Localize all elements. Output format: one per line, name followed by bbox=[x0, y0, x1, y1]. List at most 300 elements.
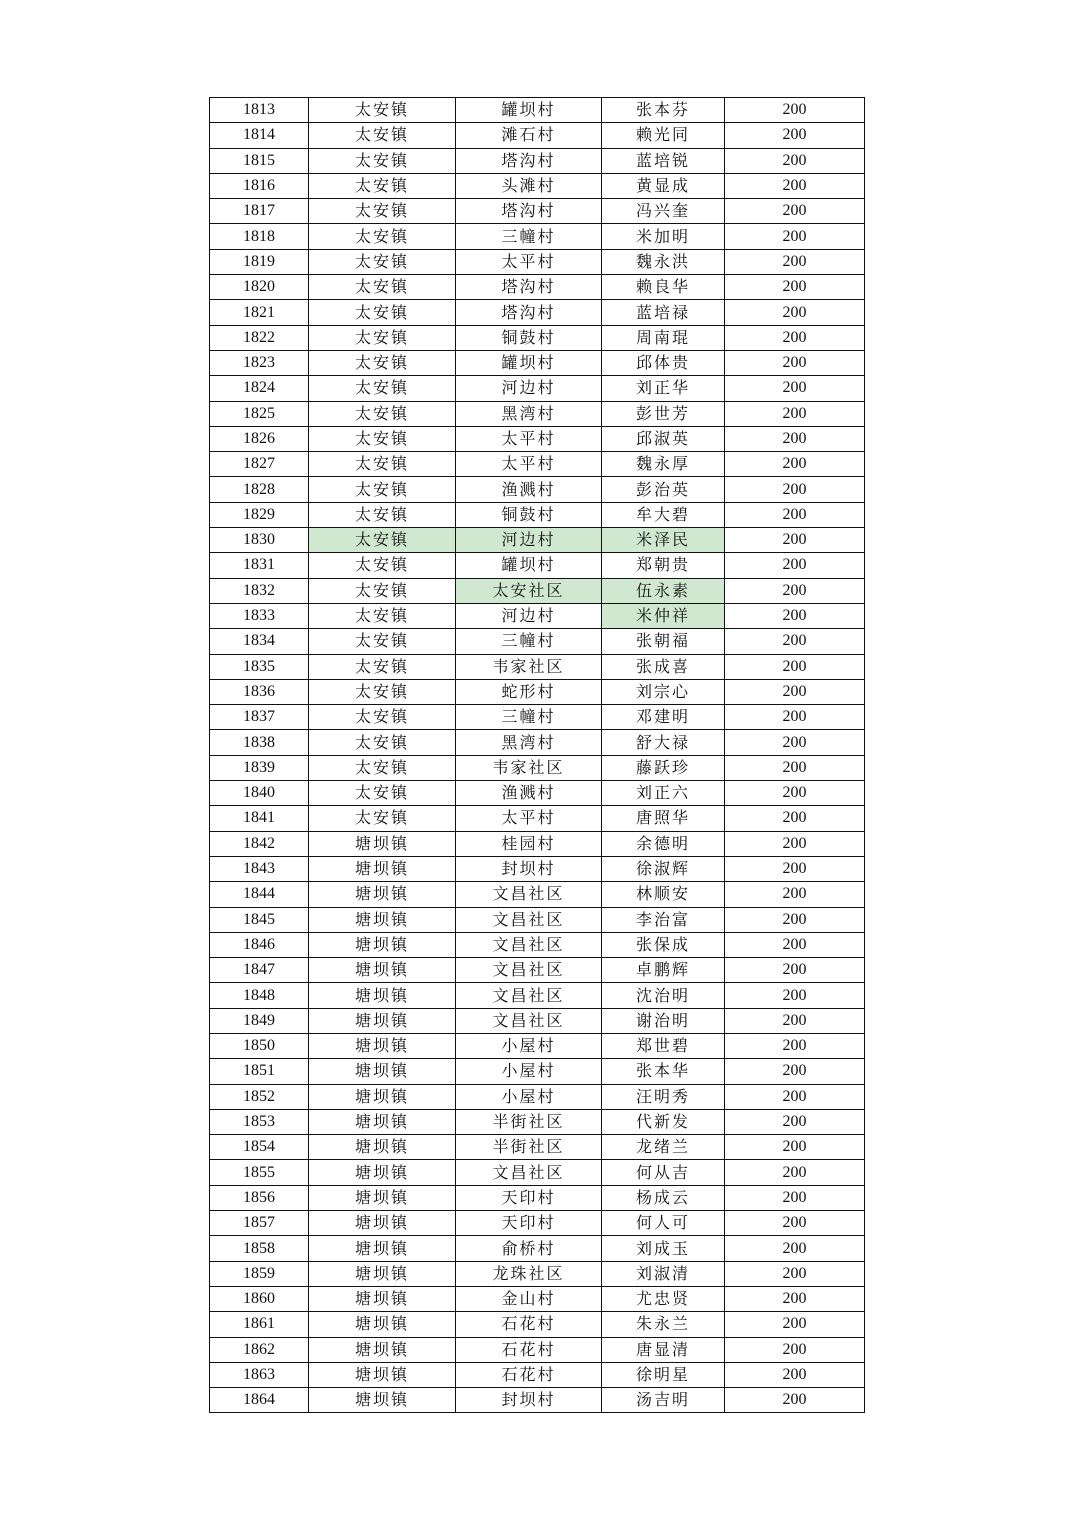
table-row bbox=[210, 755, 865, 780]
village-cell: 太平村 bbox=[456, 452, 602, 477]
row-number-cell: 1820 bbox=[210, 275, 309, 300]
table-row bbox=[210, 1286, 865, 1311]
village-cell: 河边村 bbox=[456, 603, 602, 628]
name-cell: 刘正六 bbox=[602, 781, 725, 806]
amount-cell: 200 bbox=[725, 1185, 865, 1210]
roster-body bbox=[210, 98, 865, 1413]
village-cell: 蛇形村 bbox=[456, 679, 602, 704]
amount-cell: 200 bbox=[725, 1059, 865, 1084]
row-number-cell: 1823 bbox=[210, 350, 309, 375]
name-cell: 李治富 bbox=[602, 907, 725, 932]
row-number-cell: 1864 bbox=[210, 1388, 309, 1413]
table-row bbox=[210, 502, 865, 527]
row-number-cell: 1816 bbox=[210, 173, 309, 198]
name-cell: 刘正华 bbox=[602, 376, 725, 401]
row-number-cell: 1839 bbox=[210, 755, 309, 780]
town-cell: 太安镇 bbox=[309, 781, 456, 806]
name-cell: 沈治明 bbox=[602, 983, 725, 1008]
village-cell: 太平村 bbox=[456, 806, 602, 831]
table-row bbox=[210, 806, 865, 831]
name-cell: 张本华 bbox=[602, 1059, 725, 1084]
name-cell: 朱永兰 bbox=[602, 1312, 725, 1337]
row-number-cell: 1860 bbox=[210, 1286, 309, 1311]
table-row bbox=[210, 173, 865, 198]
village-cell: 石花村 bbox=[456, 1337, 602, 1362]
row-number-cell: 1813 bbox=[210, 98, 309, 123]
row-number-cell: 1832 bbox=[210, 578, 309, 603]
amount-cell: 200 bbox=[725, 376, 865, 401]
village-cell: 罐坝村 bbox=[456, 350, 602, 375]
name-cell: 伍永素 bbox=[602, 578, 725, 603]
table-row bbox=[210, 199, 865, 224]
name-cell: 代新发 bbox=[602, 1109, 725, 1134]
table-row bbox=[210, 1084, 865, 1109]
table-row bbox=[210, 1059, 865, 1084]
name-cell: 杨成云 bbox=[602, 1185, 725, 1210]
town-cell: 太安镇 bbox=[309, 148, 456, 173]
table-row bbox=[210, 350, 865, 375]
row-number-cell: 1824 bbox=[210, 376, 309, 401]
row-number-cell: 1842 bbox=[210, 831, 309, 856]
name-cell: 张成喜 bbox=[602, 654, 725, 679]
village-cell: 文昌社区 bbox=[456, 1008, 602, 1033]
amount-cell: 200 bbox=[725, 654, 865, 679]
row-number-cell: 1859 bbox=[210, 1261, 309, 1286]
town-cell: 塘坝镇 bbox=[309, 1059, 456, 1084]
table-row bbox=[210, 1337, 865, 1362]
village-cell: 渔溅村 bbox=[456, 781, 602, 806]
table-row bbox=[210, 401, 865, 426]
name-cell: 谢治明 bbox=[602, 1008, 725, 1033]
town-cell: 太安镇 bbox=[309, 806, 456, 831]
table-row bbox=[210, 1236, 865, 1261]
name-cell: 彭世芳 bbox=[602, 401, 725, 426]
amount-cell: 200 bbox=[725, 1033, 865, 1058]
table-row bbox=[210, 1109, 865, 1134]
amount-cell: 200 bbox=[725, 528, 865, 553]
table-row bbox=[210, 831, 865, 856]
town-cell: 塘坝镇 bbox=[309, 1033, 456, 1058]
amount-cell: 200 bbox=[725, 123, 865, 148]
village-cell: 三幢村 bbox=[456, 224, 602, 249]
row-number-cell: 1830 bbox=[210, 528, 309, 553]
amount-cell: 200 bbox=[725, 553, 865, 578]
row-number-cell: 1821 bbox=[210, 300, 309, 325]
town-cell: 太安镇 bbox=[309, 401, 456, 426]
name-cell: 徐淑辉 bbox=[602, 856, 725, 881]
name-cell: 米泽民 bbox=[602, 528, 725, 553]
row-number-cell: 1853 bbox=[210, 1109, 309, 1134]
amount-cell: 200 bbox=[725, 350, 865, 375]
name-cell: 藤跃珍 bbox=[602, 755, 725, 780]
name-cell: 舒大禄 bbox=[602, 730, 725, 755]
town-cell: 太安镇 bbox=[309, 502, 456, 527]
table-row bbox=[210, 553, 865, 578]
amount-cell: 200 bbox=[725, 224, 865, 249]
amount-cell: 200 bbox=[725, 1362, 865, 1387]
village-cell: 石花村 bbox=[456, 1312, 602, 1337]
table-row bbox=[210, 1312, 865, 1337]
table-row bbox=[210, 578, 865, 603]
amount-cell: 200 bbox=[725, 275, 865, 300]
amount-cell: 200 bbox=[725, 958, 865, 983]
row-number-cell: 1825 bbox=[210, 401, 309, 426]
table-row bbox=[210, 1362, 865, 1387]
amount-cell: 200 bbox=[725, 1236, 865, 1261]
name-cell: 刘成玉 bbox=[602, 1236, 725, 1261]
row-number-cell: 1845 bbox=[210, 907, 309, 932]
town-cell: 太安镇 bbox=[309, 199, 456, 224]
town-cell: 塘坝镇 bbox=[309, 1008, 456, 1033]
name-cell: 余德明 bbox=[602, 831, 725, 856]
table-row bbox=[210, 249, 865, 274]
table-row bbox=[210, 426, 865, 451]
village-cell: 太平村 bbox=[456, 249, 602, 274]
town-cell: 塘坝镇 bbox=[309, 1109, 456, 1134]
amount-cell: 200 bbox=[725, 1160, 865, 1185]
town-cell: 太安镇 bbox=[309, 325, 456, 350]
amount-cell: 200 bbox=[725, 1286, 865, 1311]
village-cell: 文昌社区 bbox=[456, 882, 602, 907]
town-cell: 太安镇 bbox=[309, 350, 456, 375]
amount-cell: 200 bbox=[725, 1211, 865, 1236]
amount-cell: 200 bbox=[725, 477, 865, 502]
amount-cell: 200 bbox=[725, 1337, 865, 1362]
row-number-cell: 1863 bbox=[210, 1362, 309, 1387]
amount-cell: 200 bbox=[725, 856, 865, 881]
row-number-cell: 1862 bbox=[210, 1337, 309, 1362]
name-cell: 龙绪兰 bbox=[602, 1135, 725, 1160]
table-row bbox=[210, 528, 865, 553]
village-cell: 龙珠社区 bbox=[456, 1261, 602, 1286]
name-cell: 何人可 bbox=[602, 1211, 725, 1236]
town-cell: 塘坝镇 bbox=[309, 1135, 456, 1160]
name-cell: 邓建明 bbox=[602, 705, 725, 730]
row-number-cell: 1829 bbox=[210, 502, 309, 527]
village-cell: 塔沟村 bbox=[456, 199, 602, 224]
row-number-cell: 1818 bbox=[210, 224, 309, 249]
village-cell: 太安社区 bbox=[456, 578, 602, 603]
town-cell: 太安镇 bbox=[309, 528, 456, 553]
table-row bbox=[210, 148, 865, 173]
amount-cell: 200 bbox=[725, 452, 865, 477]
town-cell: 塘坝镇 bbox=[309, 1160, 456, 1185]
town-cell: 太安镇 bbox=[309, 123, 456, 148]
amount-cell: 200 bbox=[725, 401, 865, 426]
town-cell: 塘坝镇 bbox=[309, 1312, 456, 1337]
table-row bbox=[210, 1008, 865, 1033]
name-cell: 林顺安 bbox=[602, 882, 725, 907]
town-cell: 塘坝镇 bbox=[309, 1286, 456, 1311]
name-cell: 赖光同 bbox=[602, 123, 725, 148]
amount-cell: 200 bbox=[725, 1008, 865, 1033]
town-cell: 塘坝镇 bbox=[309, 1261, 456, 1286]
table-row bbox=[210, 1135, 865, 1160]
row-number-cell: 1819 bbox=[210, 249, 309, 274]
village-cell: 小屋村 bbox=[456, 1084, 602, 1109]
table-row bbox=[210, 958, 865, 983]
town-cell: 太安镇 bbox=[309, 629, 456, 654]
name-cell: 汪明秀 bbox=[602, 1084, 725, 1109]
town-cell: 塘坝镇 bbox=[309, 932, 456, 957]
village-cell: 文昌社区 bbox=[456, 907, 602, 932]
town-cell: 塘坝镇 bbox=[309, 882, 456, 907]
table-row bbox=[210, 654, 865, 679]
amount-cell: 200 bbox=[725, 730, 865, 755]
table-row bbox=[210, 477, 865, 502]
amount-cell: 200 bbox=[725, 882, 865, 907]
village-cell: 塔沟村 bbox=[456, 275, 602, 300]
village-cell: 韦家社区 bbox=[456, 755, 602, 780]
row-number-cell: 1837 bbox=[210, 705, 309, 730]
row-number-cell: 1843 bbox=[210, 856, 309, 881]
table-row bbox=[210, 856, 865, 881]
name-cell: 米仲祥 bbox=[602, 603, 725, 628]
name-cell: 张朝福 bbox=[602, 629, 725, 654]
row-number-cell: 1850 bbox=[210, 1033, 309, 1058]
table-row bbox=[210, 1211, 865, 1236]
village-cell: 渔溅村 bbox=[456, 477, 602, 502]
village-cell: 小屋村 bbox=[456, 1059, 602, 1084]
village-cell: 文昌社区 bbox=[456, 932, 602, 957]
row-number-cell: 1833 bbox=[210, 603, 309, 628]
row-number-cell: 1815 bbox=[210, 148, 309, 173]
table-row bbox=[210, 907, 865, 932]
name-cell: 唐显清 bbox=[602, 1337, 725, 1362]
row-number-cell: 1847 bbox=[210, 958, 309, 983]
table-row bbox=[210, 300, 865, 325]
amount-cell: 200 bbox=[725, 983, 865, 1008]
village-cell: 文昌社区 bbox=[456, 1160, 602, 1185]
village-cell: 铜鼓村 bbox=[456, 325, 602, 350]
town-cell: 塘坝镇 bbox=[309, 1337, 456, 1362]
village-cell: 头滩村 bbox=[456, 173, 602, 198]
town-cell: 太安镇 bbox=[309, 477, 456, 502]
amount-cell: 200 bbox=[725, 1261, 865, 1286]
name-cell: 米加明 bbox=[602, 224, 725, 249]
row-number-cell: 1814 bbox=[210, 123, 309, 148]
town-cell: 太安镇 bbox=[309, 275, 456, 300]
table-row bbox=[210, 98, 865, 123]
village-cell: 韦家社区 bbox=[456, 654, 602, 679]
name-cell: 冯兴奎 bbox=[602, 199, 725, 224]
name-cell: 卓鹏辉 bbox=[602, 958, 725, 983]
town-cell: 塘坝镇 bbox=[309, 1185, 456, 1210]
name-cell: 郑世碧 bbox=[602, 1033, 725, 1058]
table-row bbox=[210, 1160, 865, 1185]
village-cell: 滩石村 bbox=[456, 123, 602, 148]
row-number-cell: 1851 bbox=[210, 1059, 309, 1084]
town-cell: 太安镇 bbox=[309, 755, 456, 780]
row-number-cell: 1856 bbox=[210, 1185, 309, 1210]
table-row bbox=[210, 781, 865, 806]
town-cell: 塘坝镇 bbox=[309, 1388, 456, 1413]
table-row bbox=[210, 603, 865, 628]
table-row bbox=[210, 123, 865, 148]
town-cell: 塘坝镇 bbox=[309, 856, 456, 881]
village-cell: 三幢村 bbox=[456, 629, 602, 654]
name-cell: 魏永洪 bbox=[602, 249, 725, 274]
town-cell: 塘坝镇 bbox=[309, 1236, 456, 1261]
village-cell: 河边村 bbox=[456, 376, 602, 401]
table-row bbox=[210, 224, 865, 249]
name-cell: 何从吉 bbox=[602, 1160, 725, 1185]
name-cell: 郑朝贵 bbox=[602, 553, 725, 578]
name-cell: 刘淑清 bbox=[602, 1261, 725, 1286]
row-number-cell: 1828 bbox=[210, 477, 309, 502]
town-cell: 太安镇 bbox=[309, 98, 456, 123]
row-number-cell: 1822 bbox=[210, 325, 309, 350]
village-cell: 金山村 bbox=[456, 1286, 602, 1311]
row-number-cell: 1852 bbox=[210, 1084, 309, 1109]
name-cell: 张本芬 bbox=[602, 98, 725, 123]
amount-cell: 200 bbox=[725, 679, 865, 704]
name-cell: 尤忠贤 bbox=[602, 1286, 725, 1311]
amount-cell: 200 bbox=[725, 199, 865, 224]
town-cell: 太安镇 bbox=[309, 553, 456, 578]
town-cell: 太安镇 bbox=[309, 452, 456, 477]
village-cell: 封坝村 bbox=[456, 856, 602, 881]
amount-cell: 200 bbox=[725, 1312, 865, 1337]
amount-cell: 200 bbox=[725, 173, 865, 198]
row-number-cell: 1846 bbox=[210, 932, 309, 957]
village-cell: 河边村 bbox=[456, 528, 602, 553]
amount-cell: 200 bbox=[725, 781, 865, 806]
town-cell: 太安镇 bbox=[309, 679, 456, 704]
name-cell: 彭治英 bbox=[602, 477, 725, 502]
town-cell: 太安镇 bbox=[309, 654, 456, 679]
amount-cell: 200 bbox=[725, 755, 865, 780]
table-row bbox=[210, 452, 865, 477]
amount-cell: 200 bbox=[725, 603, 865, 628]
row-number-cell: 1841 bbox=[210, 806, 309, 831]
town-cell: 塘坝镇 bbox=[309, 831, 456, 856]
village-cell: 黑湾村 bbox=[456, 730, 602, 755]
village-cell: 罐坝村 bbox=[456, 98, 602, 123]
town-cell: 太安镇 bbox=[309, 730, 456, 755]
village-cell: 石花村 bbox=[456, 1362, 602, 1387]
table-row bbox=[210, 1388, 865, 1413]
name-cell: 汤吉明 bbox=[602, 1388, 725, 1413]
village-cell: 塔沟村 bbox=[456, 148, 602, 173]
village-cell: 太平村 bbox=[456, 426, 602, 451]
amount-cell: 200 bbox=[725, 629, 865, 654]
village-cell: 铜鼓村 bbox=[456, 502, 602, 527]
table-row bbox=[210, 932, 865, 957]
table-row bbox=[210, 983, 865, 1008]
town-cell: 太安镇 bbox=[309, 173, 456, 198]
amount-cell: 200 bbox=[725, 148, 865, 173]
row-number-cell: 1838 bbox=[210, 730, 309, 755]
town-cell: 太安镇 bbox=[309, 300, 456, 325]
town-cell: 太安镇 bbox=[309, 224, 456, 249]
amount-cell: 200 bbox=[725, 578, 865, 603]
town-cell: 塘坝镇 bbox=[309, 983, 456, 1008]
town-cell: 太安镇 bbox=[309, 603, 456, 628]
table-row bbox=[210, 1185, 865, 1210]
name-cell: 徐明星 bbox=[602, 1362, 725, 1387]
town-cell: 塘坝镇 bbox=[309, 958, 456, 983]
amount-cell: 200 bbox=[725, 1135, 865, 1160]
row-number-cell: 1836 bbox=[210, 679, 309, 704]
amount-cell: 200 bbox=[725, 907, 865, 932]
village-cell: 天印村 bbox=[456, 1185, 602, 1210]
amount-cell: 200 bbox=[725, 426, 865, 451]
row-number-cell: 1857 bbox=[210, 1211, 309, 1236]
name-cell: 黄显成 bbox=[602, 173, 725, 198]
name-cell: 唐照华 bbox=[602, 806, 725, 831]
row-number-cell: 1834 bbox=[210, 629, 309, 654]
village-cell: 塔沟村 bbox=[456, 300, 602, 325]
village-cell: 封坝村 bbox=[456, 1388, 602, 1413]
village-cell: 文昌社区 bbox=[456, 983, 602, 1008]
table-row bbox=[210, 705, 865, 730]
village-cell: 小屋村 bbox=[456, 1033, 602, 1058]
row-number-cell: 1861 bbox=[210, 1312, 309, 1337]
name-cell: 周南琨 bbox=[602, 325, 725, 350]
town-cell: 塘坝镇 bbox=[309, 1362, 456, 1387]
town-cell: 塘坝镇 bbox=[309, 907, 456, 932]
name-cell: 牟大碧 bbox=[602, 502, 725, 527]
village-cell: 罐坝村 bbox=[456, 553, 602, 578]
amount-cell: 200 bbox=[725, 932, 865, 957]
amount-cell: 200 bbox=[725, 502, 865, 527]
town-cell: 太安镇 bbox=[309, 578, 456, 603]
row-number-cell: 1840 bbox=[210, 781, 309, 806]
table-row bbox=[210, 882, 865, 907]
row-number-cell: 1854 bbox=[210, 1135, 309, 1160]
amount-cell: 200 bbox=[725, 1084, 865, 1109]
town-cell: 太安镇 bbox=[309, 426, 456, 451]
name-cell: 张保成 bbox=[602, 932, 725, 957]
village-cell: 半街社区 bbox=[456, 1135, 602, 1160]
name-cell: 蓝培禄 bbox=[602, 300, 725, 325]
table-row bbox=[210, 275, 865, 300]
name-cell: 邱体贵 bbox=[602, 350, 725, 375]
amount-cell: 200 bbox=[725, 705, 865, 730]
row-number-cell: 1849 bbox=[210, 1008, 309, 1033]
table-row bbox=[210, 679, 865, 704]
name-cell: 刘宗心 bbox=[602, 679, 725, 704]
row-number-cell: 1817 bbox=[210, 199, 309, 224]
amount-cell: 200 bbox=[725, 98, 865, 123]
table-row bbox=[210, 629, 865, 654]
village-cell: 半街社区 bbox=[456, 1109, 602, 1134]
name-cell: 蓝培锐 bbox=[602, 148, 725, 173]
amount-cell: 200 bbox=[725, 806, 865, 831]
town-cell: 太安镇 bbox=[309, 705, 456, 730]
town-cell: 太安镇 bbox=[309, 376, 456, 401]
amount-cell: 200 bbox=[725, 1109, 865, 1134]
amount-cell: 200 bbox=[725, 831, 865, 856]
village-cell: 文昌社区 bbox=[456, 958, 602, 983]
town-cell: 塘坝镇 bbox=[309, 1211, 456, 1236]
row-number-cell: 1855 bbox=[210, 1160, 309, 1185]
table-row bbox=[210, 1033, 865, 1058]
row-number-cell: 1826 bbox=[210, 426, 309, 451]
roster-table bbox=[209, 97, 865, 1413]
amount-cell: 200 bbox=[725, 1388, 865, 1413]
row-number-cell: 1835 bbox=[210, 654, 309, 679]
village-cell: 桂园村 bbox=[456, 831, 602, 856]
town-cell: 太安镇 bbox=[309, 249, 456, 274]
table-row bbox=[210, 325, 865, 350]
village-cell: 天印村 bbox=[456, 1211, 602, 1236]
amount-cell: 200 bbox=[725, 249, 865, 274]
village-cell: 黑湾村 bbox=[456, 401, 602, 426]
village-cell: 俞桥村 bbox=[456, 1236, 602, 1261]
row-number-cell: 1827 bbox=[210, 452, 309, 477]
